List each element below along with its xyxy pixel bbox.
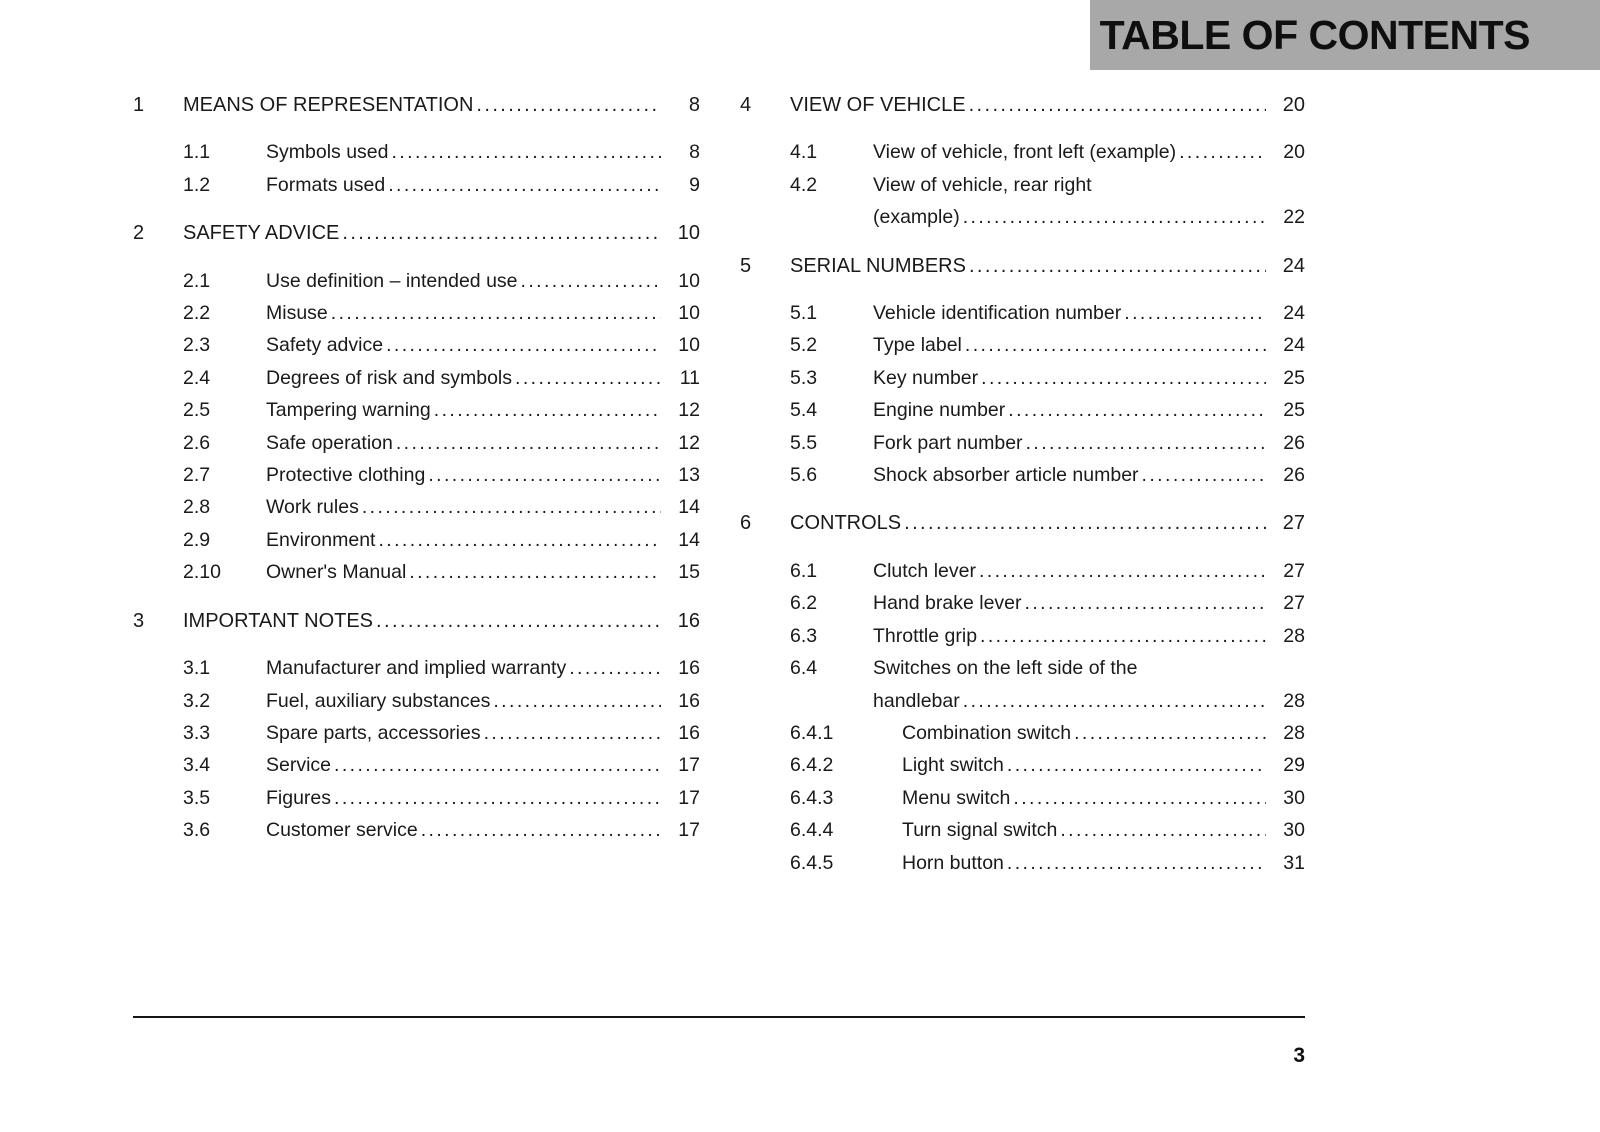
dot-leader (1008, 394, 1266, 426)
toc-entry-body (873, 459, 1305, 491)
toc-entry-body (266, 685, 700, 717)
dot-leader (342, 217, 661, 249)
toc-entry-body (902, 814, 1305, 846)
toc-section-entries (740, 136, 1305, 233)
toc-entry-row[interactable] (740, 427, 1305, 459)
toc-entry-body (266, 749, 700, 781)
toc-entry-row[interactable] (133, 556, 700, 588)
dot-leader (421, 814, 661, 846)
toc-title: SAFETY ADVICE (183, 222, 340, 245)
toc-number: 3.5 (183, 786, 211, 809)
toc-number: 2.4 (183, 366, 211, 389)
dot-leader (409, 556, 661, 588)
toc-number: 6.4.3 (790, 786, 834, 809)
toc-columns (133, 73, 1305, 879)
dot-leader (334, 782, 661, 814)
toc-title: Vehicle identification number (873, 302, 1122, 325)
toc-entry-body (902, 717, 1305, 749)
toc-entry-row[interactable] (133, 814, 700, 846)
toc-entry-body (873, 136, 1305, 168)
page-ref: 16 (678, 689, 700, 712)
page-ref: 28 (1283, 721, 1305, 744)
toc-entry-body (266, 136, 700, 168)
toc-number: 3.1 (183, 657, 211, 680)
toc-entry-body (790, 250, 1305, 282)
page-ref: 28 (1283, 624, 1305, 647)
toc-number: 3.3 (183, 721, 211, 744)
toc-entry-body (266, 394, 700, 426)
toc-title: View of vehicle, front left (example) (873, 141, 1177, 164)
toc-number: 4.2 (790, 173, 818, 196)
dot-leader (484, 717, 661, 749)
toc-title: Customer service (266, 819, 418, 842)
toc-number: 3.6 (183, 819, 211, 842)
toc-title: Fork part number (873, 431, 1023, 454)
toc-title: Clutch lever (873, 559, 976, 582)
page-ref: 17 (678, 819, 700, 842)
toc-entry-row[interactable] (133, 717, 700, 749)
toc-number: 2.3 (183, 334, 211, 357)
toc-title: MEANS OF REPRESENTATION (183, 94, 474, 116)
toc-number: 2.1 (183, 269, 211, 292)
toc-title: Type label (873, 334, 962, 357)
page-ref: 16 (677, 609, 700, 632)
dot-leader (1026, 427, 1266, 459)
toc-title: Service (266, 754, 332, 777)
toc-entry-body (902, 749, 1305, 781)
toc-entry-row[interactable] (133, 491, 700, 523)
toc-entry-row[interactable] (740, 169, 1305, 234)
dot-leader (1142, 459, 1266, 491)
toc-section-entries (133, 265, 700, 589)
toc-entry-row[interactable] (133, 329, 700, 361)
toc-number: 6.3 (790, 624, 818, 647)
toc-title: SERIAL NUMBERS (790, 254, 966, 277)
page-ref: 22 (1283, 206, 1305, 229)
toc-title: Owner's Manual (266, 561, 407, 584)
toc-number: 1.2 (183, 173, 211, 196)
toc-title: Degrees of risk and symbols (266, 366, 513, 389)
page-ref: 27 (1283, 592, 1305, 615)
toc-entry-body (266, 717, 700, 749)
toc-entry-body (266, 652, 700, 684)
toc-entry-body (266, 556, 700, 588)
toc-title: CONTROLS (790, 512, 902, 535)
dot-leader (980, 620, 1266, 652)
toc-number: 6.1 (790, 559, 818, 582)
toc-entry-row[interactable] (133, 265, 700, 297)
toc-number: 6.4 (790, 657, 818, 680)
toc-entry-row[interactable] (740, 394, 1305, 426)
toc-title-line1: Switches on the left side of the (873, 657, 1138, 680)
page-ref: 27 (1283, 559, 1305, 582)
dot-leader (963, 685, 1266, 717)
toc-entry-row[interactable] (740, 620, 1305, 652)
toc-entry-body (873, 587, 1305, 619)
toc-section-row[interactable] (740, 89, 1305, 121)
page-ref: 16 (678, 721, 700, 744)
toc-entry-body (266, 491, 700, 523)
dot-leader (969, 250, 1266, 282)
toc-entry-body (873, 427, 1305, 459)
toc-number: 5.1 (790, 302, 818, 325)
toc-entry-body (873, 169, 1305, 234)
dot-leader (334, 749, 661, 781)
page-ref: 14 (678, 528, 700, 551)
dot-leader (979, 555, 1266, 587)
dot-leader (362, 491, 661, 523)
page-ref: 12 (678, 399, 700, 422)
toc-entry-body (266, 169, 700, 201)
page-ref: 25 (1283, 366, 1305, 389)
toc-section-row[interactable] (133, 217, 700, 249)
toc-number: 2 (133, 222, 145, 245)
toc-title-line2-text: handlebar (873, 689, 960, 712)
toc-title-line2 (873, 201, 1305, 233)
dot-leader (378, 524, 661, 556)
toc-entry-row[interactable] (133, 362, 700, 394)
dot-leader (386, 329, 661, 361)
dot-leader (1007, 847, 1266, 879)
page-ref: 10 (677, 222, 700, 245)
toc-number: 2.5 (183, 399, 211, 422)
dot-leader (521, 265, 661, 297)
dot-leader (376, 605, 661, 637)
toc-subentry-row[interactable] (740, 847, 1305, 879)
dot-leader (1074, 717, 1266, 749)
toc-title: Hand brake lever (873, 592, 1022, 615)
toc-number: 1 (133, 94, 145, 116)
toc-title-line2-text: (example) (873, 206, 960, 229)
page-ref: 24 (1283, 334, 1305, 357)
toc-entry-row[interactable] (133, 685, 700, 717)
toc-number: 6.4.1 (790, 721, 834, 744)
toc-number: 2.7 (183, 464, 211, 487)
toc-number: 2.6 (183, 431, 211, 454)
toc-title: Light switch (902, 754, 1004, 777)
toc-number: 6.4.4 (790, 819, 834, 842)
toc-title: Horn button (902, 851, 1004, 874)
toc-subentry-row[interactable] (740, 782, 1305, 814)
dot-leader (1013, 782, 1266, 814)
dot-leader (434, 394, 661, 426)
toc-title-line2 (873, 685, 1305, 717)
page-ref: 24 (1282, 254, 1305, 277)
toc-entry-body (873, 652, 1305, 717)
toc-number: 5.2 (790, 334, 818, 357)
toc-title: Safety advice (266, 334, 384, 357)
dot-leader (969, 89, 1266, 121)
page-ref: 17 (678, 754, 700, 777)
page-ref: 12 (678, 431, 700, 454)
toc-entry-body (873, 394, 1305, 426)
page-ref: 31 (1283, 851, 1305, 874)
toc-entry-body (266, 524, 700, 556)
toc-number: 3 (133, 609, 145, 632)
toc-number: 2.8 (183, 496, 211, 519)
toc-entry-body (183, 89, 700, 121)
toc-title: Misuse (266, 302, 328, 325)
page-ref: 15 (678, 561, 700, 584)
page-ref: 9 (689, 173, 700, 196)
page-ref: 26 (1283, 464, 1305, 487)
dot-leader (428, 459, 661, 491)
toc-subentry-row[interactable] (740, 717, 1305, 749)
dot-leader (963, 201, 1266, 233)
page-ref: 26 (1283, 431, 1305, 454)
toc-entry-body (873, 329, 1305, 361)
page-ref: 14 (678, 496, 700, 519)
toc-number: 5.4 (790, 399, 818, 422)
toc-entry-body (902, 847, 1305, 879)
toc-number: 5.5 (790, 431, 818, 454)
toc-column-1 (133, 73, 700, 879)
toc-entry-row[interactable] (133, 136, 700, 168)
toc-entry-body (873, 362, 1305, 394)
dot-leader (388, 169, 661, 201)
toc-number: 5 (740, 254, 752, 277)
toc-entry-body (266, 427, 700, 459)
toc-section-row[interactable] (740, 507, 1305, 539)
toc-number: 4 (740, 94, 752, 116)
page-ref: 13 (678, 464, 700, 487)
page-ref: 17 (678, 786, 700, 809)
toc-title: Work rules (266, 496, 359, 519)
toc-entry-row[interactable] (133, 427, 700, 459)
toc-entry-body (266, 297, 700, 329)
toc-title: Spare parts, accessories (266, 721, 481, 744)
page-ref: 11 (679, 366, 700, 389)
toc-entry-body (873, 297, 1305, 329)
page-ref: 8 (688, 94, 700, 116)
footer-page-number: 3 (1293, 1044, 1305, 1067)
toc-title: Figures (266, 786, 332, 809)
toc-title: Protective clothing (266, 464, 426, 487)
toc-title: Use definition – intended use (266, 269, 518, 292)
toc-entry-row[interactable] (133, 394, 700, 426)
dot-leader (515, 362, 661, 394)
toc-section-entries (133, 652, 700, 846)
dot-leader (569, 652, 661, 684)
toc-entry-row[interactable] (133, 782, 700, 814)
toc-number: 6 (740, 512, 752, 535)
toc-entry-body (266, 265, 700, 297)
dot-leader (1060, 814, 1266, 846)
toc-entry-row[interactable] (133, 459, 700, 491)
toc-title-line1: View of vehicle, rear right (873, 173, 1092, 196)
toc-entry-row[interactable] (740, 459, 1305, 491)
toc-title: Environment (266, 528, 376, 551)
toc-title: Symbols used (266, 141, 389, 164)
page-ref: 10 (678, 302, 700, 325)
page-ref: 30 (1283, 786, 1305, 809)
dot-leader (391, 136, 661, 168)
toc-subentry-row[interactable] (740, 814, 1305, 846)
dot-leader (476, 89, 661, 121)
page-ref: 20 (1283, 141, 1305, 164)
toc-entry-body (902, 782, 1305, 814)
dot-leader (331, 297, 661, 329)
toc-entry-row[interactable] (740, 329, 1305, 361)
toc-entry-row[interactable] (133, 749, 700, 781)
page-ref: 8 (689, 141, 700, 164)
toc-number: 6.2 (790, 592, 818, 615)
toc-section-entries (133, 136, 700, 201)
toc-number: 5.3 (790, 366, 818, 389)
toc-entry-row[interactable] (133, 652, 700, 684)
toc-title: Engine number (873, 399, 1006, 422)
toc-entry-body (266, 782, 700, 814)
toc-title: Throttle grip (873, 624, 978, 647)
page-header-banner (1090, 0, 1600, 70)
toc-entry-row[interactable] (133, 169, 700, 201)
page-ref: 10 (678, 269, 700, 292)
page-ref: 10 (678, 334, 700, 357)
toc-title: Manufacturer and implied warranty (266, 657, 567, 680)
toc-number: 2.9 (183, 528, 211, 551)
toc-entry-row[interactable] (740, 136, 1305, 168)
dot-leader (1007, 749, 1266, 781)
toc-title: Fuel, auxiliary substances (266, 689, 491, 712)
page-ref: 27 (1282, 512, 1305, 535)
toc-number: 2.2 (183, 302, 211, 325)
toc-title: Tampering warning (266, 399, 431, 422)
toc-title: Menu switch (902, 786, 1011, 809)
toc-subentry-row[interactable] (740, 749, 1305, 781)
toc-section-row[interactable] (740, 250, 1305, 282)
dot-leader (981, 362, 1266, 394)
toc-entry-row[interactable] (740, 555, 1305, 587)
dot-leader (493, 685, 661, 717)
page-ref: 20 (1282, 94, 1305, 116)
toc-entry-body (790, 507, 1305, 539)
toc-entry-row[interactable] (740, 587, 1305, 619)
toc-entry-body (183, 605, 700, 637)
toc-title: VIEW OF VEHICLE (790, 94, 966, 116)
page-ref: 29 (1283, 754, 1305, 777)
page-ref: 28 (1283, 689, 1305, 712)
toc-title: IMPORTANT NOTES (183, 609, 374, 632)
toc-number: 5.6 (790, 464, 818, 487)
dot-leader (965, 329, 1266, 361)
toc-title: Turn signal switch (902, 819, 1058, 842)
toc-section-row[interactable] (133, 605, 700, 637)
page-ref: 24 (1283, 302, 1305, 325)
toc-section-entries (740, 555, 1305, 879)
page-ref: 16 (678, 657, 700, 680)
toc-entry-body (266, 814, 700, 846)
toc-number: 3.4 (183, 754, 211, 777)
toc-entry-row[interactable] (740, 652, 1305, 717)
toc-entry-body (790, 89, 1305, 121)
toc-number: 4.1 (790, 141, 818, 164)
toc-column-2 (740, 73, 1305, 879)
dot-leader (1025, 587, 1267, 619)
toc-entry-body (266, 362, 700, 394)
toc-number: 6.4.2 (790, 754, 834, 777)
toc-entry-body (873, 555, 1305, 587)
dot-leader (396, 427, 661, 459)
page-title: TABLE OF CONTENTS (1099, 11, 1530, 58)
toc-number: 3.2 (183, 689, 211, 712)
toc-entry-body (266, 459, 700, 491)
toc-title: Formats used (266, 173, 386, 196)
footer-divider (133, 1016, 1305, 1018)
toc-entry-row[interactable] (133, 297, 700, 329)
toc-title: Combination switch (902, 721, 1072, 744)
toc-number: 6.4.5 (790, 851, 834, 874)
toc-title: Shock absorber article number (873, 464, 1139, 487)
toc-entry-row[interactable] (740, 297, 1305, 329)
page-ref: 25 (1283, 399, 1305, 422)
toc-section-row[interactable] (133, 89, 700, 121)
toc-title: Key number (873, 366, 979, 389)
toc-entry-body (183, 217, 700, 249)
toc-number: 1.1 (183, 141, 211, 164)
toc-title: Safe operation (266, 431, 393, 454)
toc-number: 2.10 (183, 561, 221, 584)
toc-section-entries (740, 297, 1305, 491)
toc-entry-body (873, 620, 1305, 652)
toc-entry-body (266, 329, 700, 361)
toc-entry-row[interactable] (133, 524, 700, 556)
dot-leader (1124, 297, 1266, 329)
page-ref: 30 (1283, 819, 1305, 842)
toc-entry-row[interactable] (740, 362, 1305, 394)
dot-leader (1179, 136, 1266, 168)
dot-leader (904, 507, 1266, 539)
